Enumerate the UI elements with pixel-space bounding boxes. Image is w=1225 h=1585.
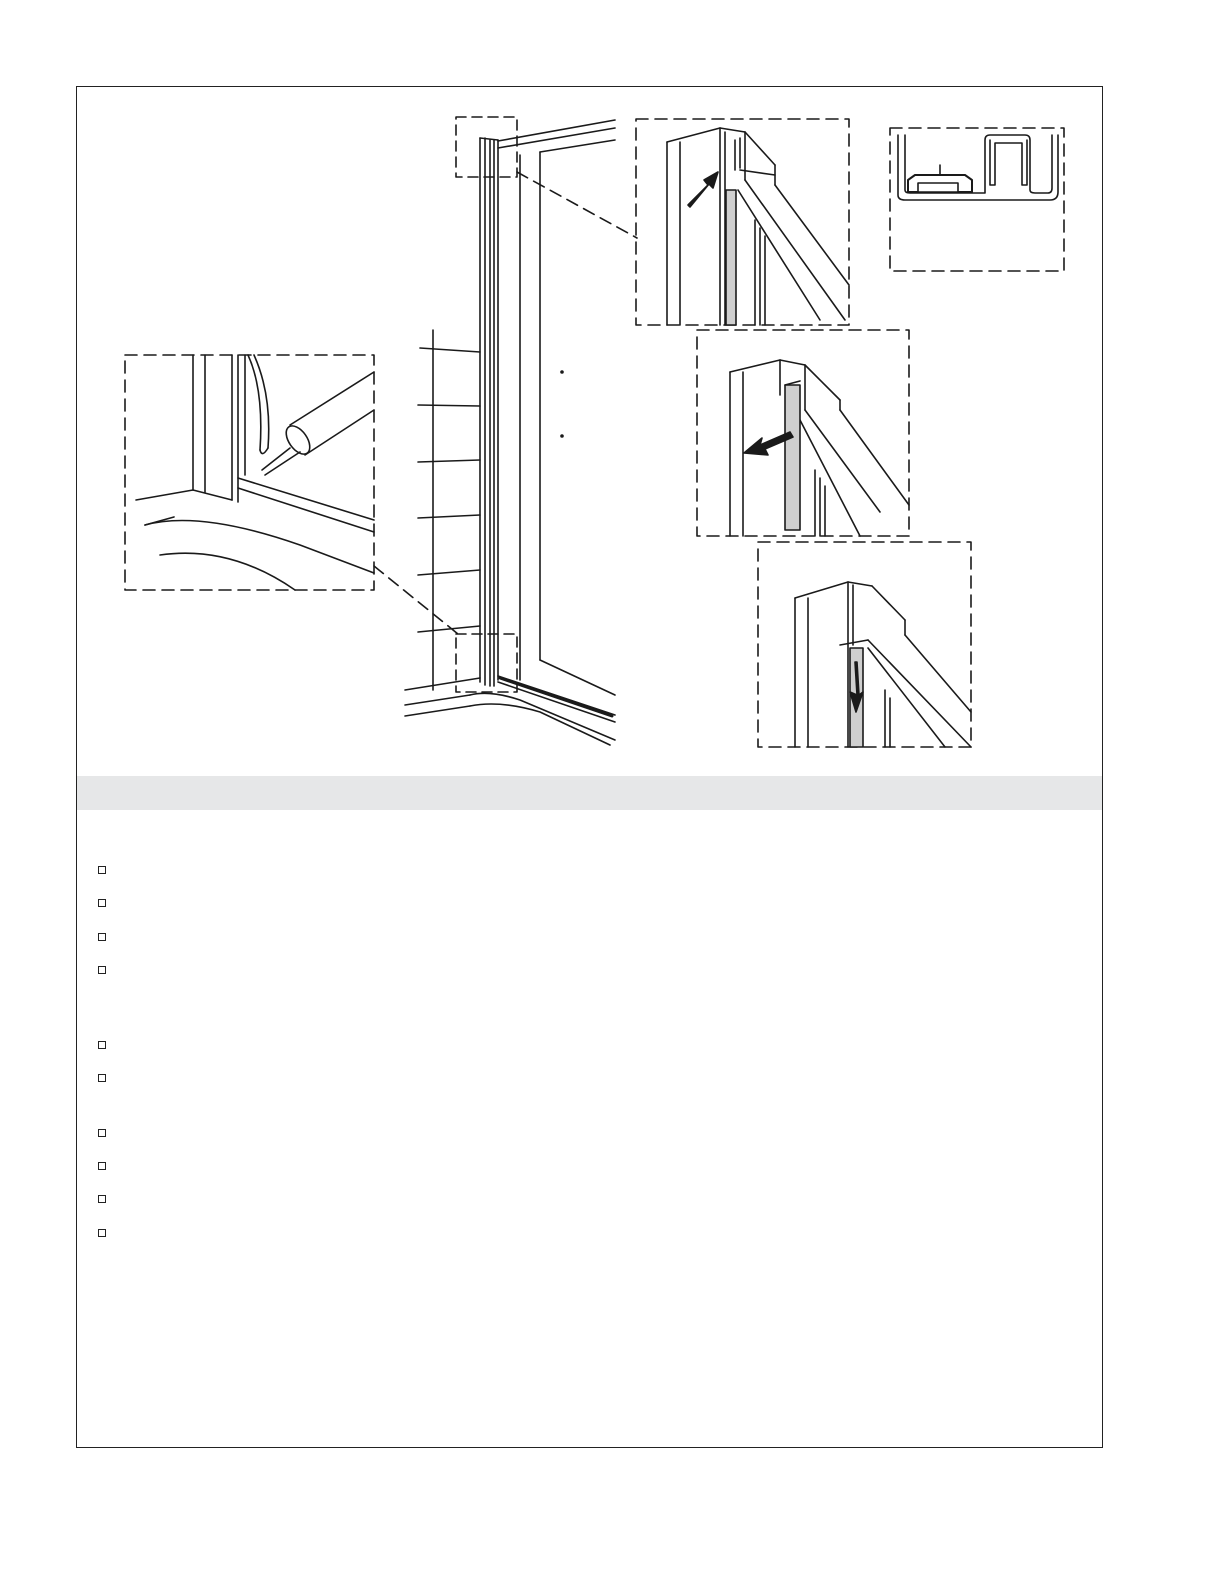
checklist-item bbox=[98, 860, 120, 880]
checkbox-icon[interactable] bbox=[98, 966, 106, 974]
top-jamb-detail-view bbox=[636, 119, 849, 325]
middle-jamb-detail-view bbox=[697, 330, 909, 536]
checklist-item bbox=[98, 893, 120, 913]
checkbox-icon[interactable] bbox=[98, 899, 106, 907]
checkbox-icon[interactable] bbox=[98, 1162, 106, 1170]
bottom-jamb-detail-view bbox=[758, 542, 971, 747]
checkbox-icon[interactable] bbox=[98, 1074, 106, 1082]
checklist-item bbox=[98, 1123, 120, 1143]
checkbox-icon[interactable] bbox=[98, 1129, 106, 1137]
checklist-item bbox=[98, 1068, 120, 1088]
checklist-item bbox=[98, 960, 120, 980]
checkbox-icon[interactable] bbox=[98, 866, 106, 874]
checkbox-icon[interactable] bbox=[98, 1195, 106, 1203]
checklist-item bbox=[98, 1156, 120, 1176]
caulk-detail-view bbox=[125, 355, 374, 590]
checklist-item bbox=[98, 1035, 120, 1055]
checkbox-icon[interactable] bbox=[98, 933, 106, 941]
checklist-item bbox=[98, 1189, 120, 1209]
step-header-bar bbox=[77, 776, 1102, 810]
jamb-profile-detail-view bbox=[890, 128, 1064, 271]
checklist-item bbox=[98, 1223, 120, 1243]
main-shower-view bbox=[374, 117, 637, 745]
installation-illustration bbox=[0, 0, 1225, 780]
checklist-item bbox=[98, 927, 120, 947]
checkbox-icon[interactable] bbox=[98, 1041, 106, 1049]
checkbox-icon[interactable] bbox=[98, 1229, 106, 1237]
